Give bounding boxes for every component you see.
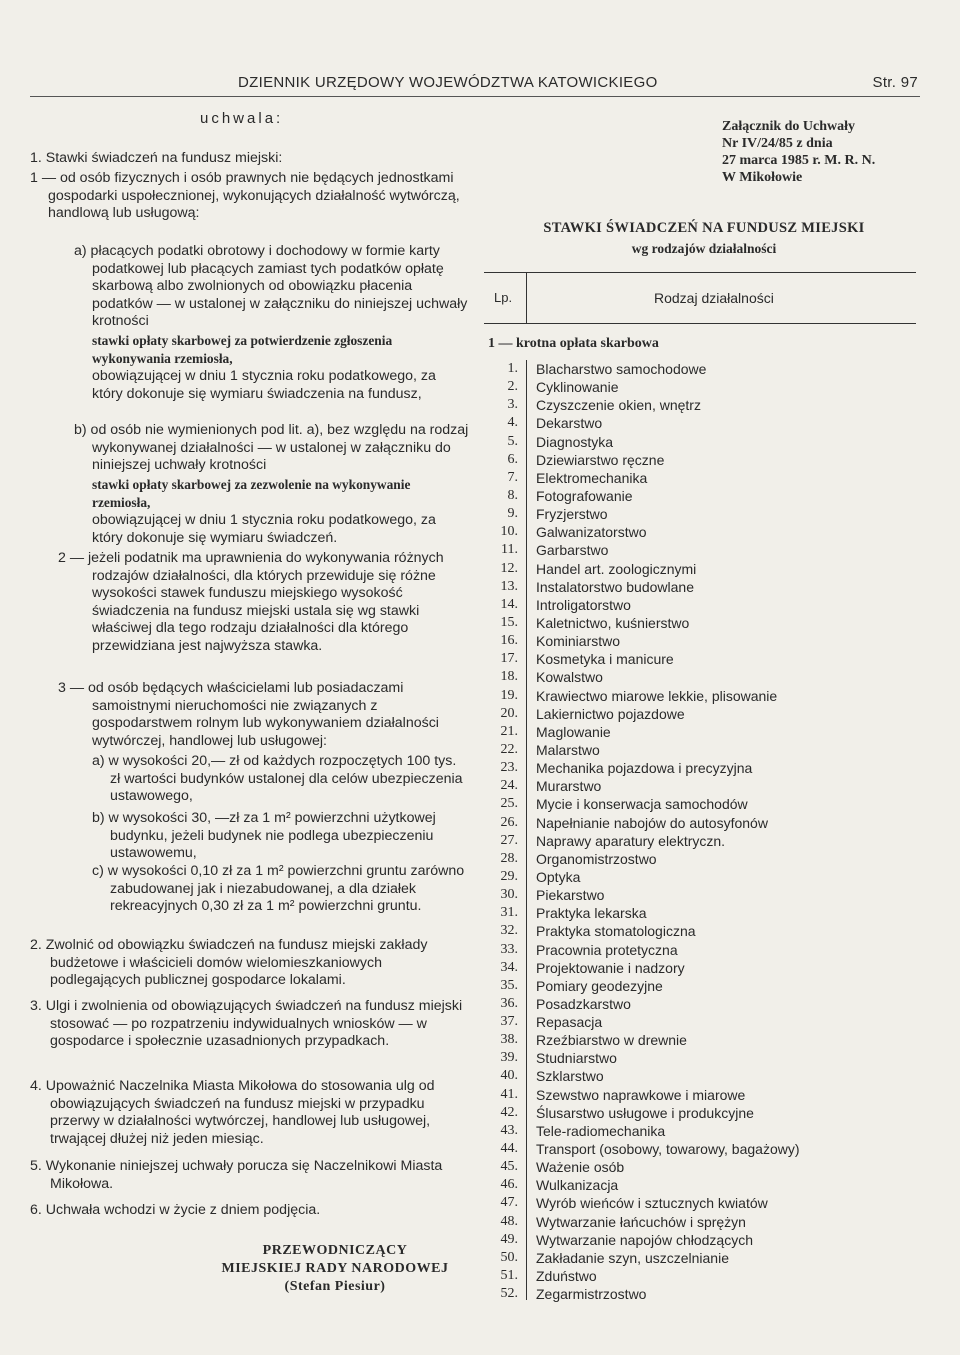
row-activity: Malarstwo	[536, 741, 600, 758]
paragraph: 3 — od osób będących właścicielami lub posiadaczami samoistnymi nieruchomości nie związanych z gospodarstwem rolnym lub wykonywaniem działalności wytwórczej, handlowej lub usługowej:	[58, 680, 439, 749]
row-number: 51.	[500, 1268, 518, 1284]
paragraph: 3. Ulgi i zwolnienia od obowiązujących świadczeń na fundusz miejski stosować — po rozpatrzeniu indywidualnych wniosków — w gospodarce i społecznie uzasadnionych przypadkach.	[30, 998, 463, 1050]
table-row	[484, 850, 916, 868]
table-title: STAWKI ŚWIADCZEŃ NA FUNDUSZ MIEJSKI	[543, 220, 865, 236]
paragraph: 2. Zwolnić od obowiązku świadczeń na fundusz miejski zakłady budżetowe i właścicieli domów wielomieszkaniowych podlegających publicznej gospodarce lokalami.	[30, 937, 428, 989]
table-row	[484, 1285, 916, 1303]
row-activity: Fryzjerstwo	[536, 506, 608, 523]
row-number: 12.	[500, 560, 518, 576]
row-activity: Wyrób wieńców i sztucznych kwiatów	[536, 1195, 768, 1212]
row-activity: Blacharstwo samochodowe	[536, 361, 707, 377]
row-number: 42.	[500, 1104, 518, 1120]
paragraph: 5. Wykonanie niniejszej uchwały porucza się Naczelnikowi Miasta Mikołowa.	[30, 1158, 443, 1192]
table-row	[484, 578, 916, 596]
table-row	[484, 1158, 916, 1176]
table-row	[484, 1049, 916, 1067]
page-header	[30, 70, 920, 97]
table-row	[484, 396, 916, 414]
row-number: 5.	[507, 433, 518, 449]
row-number: 15.	[500, 614, 518, 630]
signature-block	[200, 1242, 470, 1296]
row-number: 32.	[500, 923, 518, 939]
row-activity: Mechanika pojazdowa i precyzyjna	[536, 760, 753, 777]
table-row	[484, 795, 916, 813]
row-number: 23.	[500, 760, 518, 776]
table-row	[484, 886, 916, 904]
row-number: 9.	[507, 506, 518, 522]
row-number: 26.	[500, 814, 518, 830]
table-header	[484, 272, 916, 324]
row-number: 36.	[500, 995, 518, 1011]
row-number: 16.	[500, 633, 518, 649]
item-1-1-a-bold	[92, 332, 470, 367]
table-row	[484, 759, 916, 777]
row-number: 34.	[500, 959, 518, 975]
row-activity: Organomistrzostwo	[536, 850, 657, 867]
table-row	[484, 723, 916, 741]
row-activity: Transport (osobowy, towarowy, bagażowy)	[536, 1141, 800, 1158]
row-activity: Posadzkarstwo	[536, 995, 631, 1012]
row-activity: Zduństwo	[536, 1268, 597, 1285]
row-activity: Zegarmistrzostwo	[536, 1286, 647, 1303]
row-activity: Repasacja	[536, 1014, 603, 1031]
row-number: 20.	[500, 705, 518, 721]
column-header-lp: Lp.	[494, 290, 513, 305]
group-heading: 1 — krotna opłata skarbowa	[488, 336, 659, 351]
table-row	[484, 414, 916, 432]
row-activity: Kominiarstwo	[536, 633, 621, 650]
row-number: 49.	[500, 1231, 518, 1247]
item-1-1-a-tail	[92, 368, 470, 403]
row-number: 47.	[500, 1195, 518, 1211]
row-activity: Tele-radiomechanika	[536, 1122, 666, 1139]
row-number: 22.	[500, 741, 518, 757]
table-row	[484, 487, 916, 505]
table-row	[484, 741, 916, 759]
row-number: 31.	[500, 905, 518, 921]
row-number: 13.	[500, 578, 518, 594]
table-row	[484, 705, 916, 723]
table-row	[484, 1067, 916, 1085]
table-row	[484, 451, 916, 469]
table-row	[484, 1013, 916, 1031]
row-activity: Dekarstwo	[536, 415, 603, 432]
table-row	[484, 505, 916, 523]
row-activity: Garbarstwo	[536, 542, 609, 559]
row-activity: Galwanizatorstwo	[536, 524, 647, 541]
item-1-1-a	[74, 243, 470, 331]
row-activity: Ślusarstwo usługowe i produkcyjne	[536, 1104, 754, 1121]
row-activity: Maglowanie	[536, 723, 611, 740]
row-activity: Diagnostyka	[536, 433, 614, 450]
row-activity: Wulkanizacja	[536, 1177, 619, 1194]
row-activity: Kosmetyka i manicure	[536, 651, 674, 668]
row-number: 39.	[500, 1050, 518, 1066]
row-activity: Kaletnictwo, kuśnierstwo	[536, 614, 690, 631]
table-row	[484, 814, 916, 832]
row-activity: Kowalstwo	[536, 669, 603, 686]
paragraph: c) w wysokości 0,10 zł za 1 m² powierzchni gruntu zarówno zabudowanej jak i niezabudowanej, a dla działek rekreacyjnych 0,30 zł za 1 m² powierzchni gruntu.	[92, 863, 465, 915]
annex-line: Załącznik do Uchwały	[722, 119, 856, 134]
column-divider	[526, 273, 527, 323]
table-row	[484, 904, 916, 922]
table-row	[484, 541, 916, 559]
row-number: 40.	[500, 1068, 518, 1084]
table-row	[484, 959, 916, 977]
table-row	[484, 1194, 916, 1212]
row-activity: Napełnianie nabojów do autosyfonów	[536, 814, 768, 831]
table-row	[484, 650, 916, 668]
annex-line: Nr IV/24/85 z dnia	[722, 136, 833, 151]
row-number: 33.	[500, 941, 518, 957]
row-activity: Fotografowanie	[536, 487, 633, 504]
row-number: 29.	[500, 868, 518, 884]
table-row	[484, 560, 916, 578]
row-activity: Murarstwo	[536, 778, 602, 795]
row-activity: Piekarstwo	[536, 887, 605, 904]
signature-line: MIEJSKIEJ RADY NARODOWEJ	[221, 1261, 449, 1276]
row-activity: Mycie i konserwacja samochodów	[536, 796, 748, 813]
table-row	[484, 632, 916, 650]
row-activity: Instalatorstwo budowlane	[536, 578, 694, 595]
table-row	[484, 977, 916, 995]
row-number: 41.	[500, 1086, 518, 1102]
row-activity: Szewstwo naprawkowe i miarowe	[536, 1086, 746, 1103]
item-1-2	[58, 550, 470, 656]
table-row	[484, 922, 916, 940]
paragraph: a) płacących podatki obrotowy i dochodowy w formie karty podatkowej lub płacących zamiast tych podatków opłatę skarbową albo zwolnionych od obowiązku płacenia podatków — w ustalonej w załączniku do niniejszej uchwały krotności	[74, 243, 468, 330]
row-number: 2.	[507, 379, 518, 395]
row-activity: Handel art. zoologicznymi	[536, 560, 697, 577]
row-number: 19.	[500, 687, 518, 703]
row-number: 50.	[500, 1249, 518, 1265]
row-activity: Introligatorstwo	[536, 596, 631, 613]
row-number: 48.	[500, 1213, 518, 1229]
row-number: 24.	[500, 778, 518, 794]
table-row	[484, 614, 916, 632]
item-5	[30, 1158, 470, 1193]
row-activity: Rzeźbiarstwo w drewnie	[536, 1032, 687, 1049]
table-row	[484, 995, 916, 1013]
paragraph: b) od osób nie wymienionych pod lit. a), bez względu na rodzaj wykonywanej działalności — w ustalonej w załączniku do niniejszej uchwały krotności	[74, 422, 469, 474]
row-activity: Optyka	[536, 868, 581, 885]
journal-title: DZIENNIK URZĘDOWY WOJEWÓDZTWA KATOWICKIEGO	[238, 74, 658, 91]
row-number: 52.	[500, 1286, 518, 1302]
item-4	[30, 1078, 470, 1148]
row-activity: Dziewiarstwo ręczne	[536, 451, 665, 468]
table-row	[484, 777, 916, 795]
row-activity: Ważenie osób	[536, 1159, 625, 1176]
row-number: 25.	[500, 796, 518, 812]
row-activity: Wytwarzanie napojów chłodzących	[536, 1231, 753, 1248]
row-number: 11.	[501, 542, 518, 558]
row-activity: Zakładanie szyn, uszczelnianie	[536, 1249, 729, 1266]
row-number: 30.	[500, 887, 518, 903]
signature-line: PRZEWODNICZĄCY	[262, 1243, 408, 1258]
table-row	[484, 1140, 916, 1158]
table-row	[484, 1031, 916, 1049]
table-row	[484, 596, 916, 614]
row-activity: Studniarstwo	[536, 1050, 617, 1067]
uchwala-heading: uchwala:	[200, 110, 284, 127]
page-number: Str. 97	[872, 74, 918, 91]
item-1-3-b	[92, 810, 470, 863]
row-number: 14.	[500, 596, 518, 612]
item-1-1	[30, 170, 470, 223]
row-activity: Cyklinowanie	[536, 379, 619, 396]
paragraph: a) w wysokości 20,— zł od każdych rozpoczętych 100 tys. zł wartości budynków ustalonej dla celów ubezpieczenia ustawowego,	[92, 753, 463, 805]
row-activity: Naprawy aparatury elektryczn.	[536, 832, 726, 849]
row-number: 10.	[500, 524, 518, 540]
row-number: 28.	[500, 850, 518, 866]
row-activity: Szklarstwo	[536, 1068, 604, 1085]
item-1-heading	[30, 150, 470, 168]
row-number: 17.	[500, 651, 518, 667]
paragraph: stawki opłaty skarbowej za zezwolenie na wykonywanie rzemiosła,	[92, 477, 411, 510]
table-subtitle: wg rodzajów działalności	[631, 241, 777, 256]
row-number: 8.	[507, 487, 518, 503]
table-row	[484, 941, 916, 959]
row-number: 44.	[500, 1141, 518, 1157]
paragraph: stawki opłaty skarbowej za potwierdzenie zgłoszenia wykonywania rzemiosła,	[92, 333, 393, 366]
table-row	[484, 1213, 916, 1231]
paragraph: obowiązującej w dniu 1 stycznia roku podatkowego, za który dokonuje się wymiaru świadczenia na fundusz,	[92, 368, 436, 402]
table-row	[484, 868, 916, 886]
row-activity: Praktyka stomatologiczna	[536, 923, 696, 940]
row-number: 45.	[500, 1159, 518, 1175]
row-activity: Pracownia protetyczna	[536, 941, 678, 958]
item-1-3-c	[92, 863, 470, 916]
table-row	[484, 469, 916, 487]
item-1-1-b	[74, 422, 470, 475]
table-row	[484, 1104, 916, 1122]
table-row	[484, 668, 916, 686]
table-row	[484, 687, 916, 705]
row-activity: Wytwarzanie łańcuchów i sprężyn	[536, 1213, 746, 1230]
annex-line: 27 marca 1985 r. M. R. N.	[722, 153, 876, 168]
row-number: 35.	[500, 977, 518, 993]
table-row	[484, 1231, 916, 1249]
signature-line: (Stefan Piesiur)	[284, 1279, 386, 1294]
row-activity: Lakiernictwo pojazdowe	[536, 705, 685, 722]
row-number: 21.	[500, 723, 518, 739]
row-activity: Krawiectwo miarowe lekkie, plisowanie	[536, 687, 778, 704]
table-row	[484, 378, 916, 396]
item-6	[30, 1202, 470, 1220]
table-body	[484, 360, 916, 1303]
table-row	[484, 832, 916, 850]
row-activity: Elektromechanika	[536, 469, 648, 486]
annex-note	[722, 118, 875, 186]
row-activity: Praktyka lekarska	[536, 905, 647, 922]
item-1-3	[58, 680, 470, 750]
row-number: 27.	[500, 832, 518, 848]
item-1-3-a	[92, 753, 470, 806]
annex-line: W Mikołowie	[722, 170, 803, 185]
table-row	[484, 523, 916, 541]
table-row	[484, 1086, 916, 1104]
table-row	[484, 360, 916, 378]
item-3	[30, 998, 470, 1051]
row-number: 1.	[507, 361, 518, 376]
item-2	[30, 937, 470, 990]
item-1-1-b-bold	[92, 476, 470, 511]
table-row	[484, 1249, 916, 1267]
row-number: 7.	[507, 469, 518, 485]
paragraph: obowiązującej w dniu 1 stycznia roku podatkowego, za który dokonuje się wymiaru świadczeń.	[92, 512, 436, 546]
row-activity: Projektowanie i nadzory	[536, 959, 685, 976]
row-number: 37.	[500, 1014, 518, 1030]
paragraph: 1 — od osób fizycznych i osób prawnych nie będących jednostkami gospodarki uspołecznionej, wykonujących działalność wytwórczą, handlową lub usługową:	[30, 170, 460, 222]
row-number: 6.	[507, 451, 518, 467]
row-activity: Czyszczenie okien, wnętrz	[536, 397, 701, 414]
paragraph: 6. Uchwała wchodzi w życie z dniem podjęcia.	[30, 1202, 321, 1218]
table-row	[484, 1122, 916, 1140]
row-number: 4.	[507, 415, 518, 431]
column-header-rodzaj: Rodzaj działalności	[654, 290, 774, 306]
row-number: 46.	[500, 1177, 518, 1193]
item-1-1-b-tail	[92, 512, 470, 547]
row-number: 38.	[500, 1032, 518, 1048]
table-row	[484, 433, 916, 451]
row-number: 3.	[507, 397, 518, 413]
row-activity: Pomiary geodezyjne	[536, 977, 663, 994]
row-number: 18.	[500, 669, 518, 685]
paragraph: 4. Upoważnić Naczelnika Miasta Mikołowa do stosowania ulg od obowiązujących świadczeń na fundusz miejski w przypadku przerwy w działalności wytwórczej, handlowej lub usługowej, trwającej dłużej niż jeden miesiąc.	[30, 1078, 435, 1147]
table-row	[484, 1267, 916, 1285]
paragraph: 2 — jeżeli podatnik ma uprawnienia do wykonywania różnych rodzajów działalności, dla których przewiduje się różne wysokości stawek funduszu miejskiego wysokość świadczenia na fundusz miejski ustala się wg stawki właściwej dla tego rodzaju działalności dla którego przewidziana jest najwyższa stawka.	[58, 550, 444, 654]
table-row	[484, 1176, 916, 1194]
paragraph: 1. Stawki świadczeń na fundusz miejski:	[30, 150, 283, 166]
paragraph: b) w wysokości 30, —zł za 1 m² powierzchni użytkowej budynku, jeżeli budynek nie podlega ubezpieczeniu ustawowemu,	[92, 810, 436, 862]
row-number: 43.	[500, 1122, 518, 1138]
